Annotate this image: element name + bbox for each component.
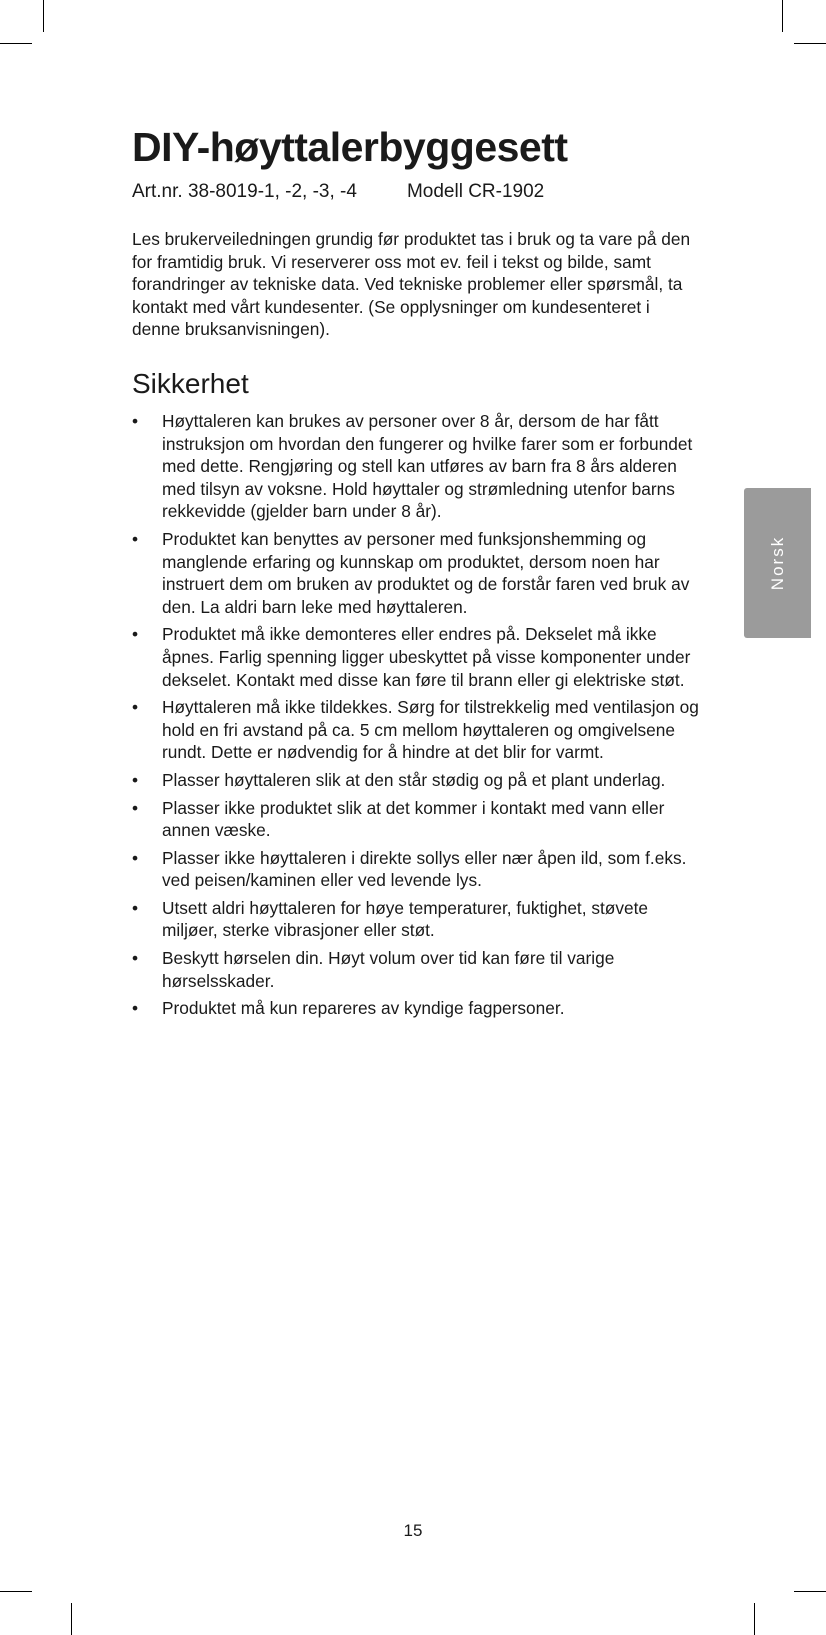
- language-tab-label: Norsk: [767, 535, 787, 591]
- bullet-icon: •: [132, 528, 139, 549]
- list-item-text: Utsett aldri høyttaleren for høye temperaturer, fuktighet, støvete miljøer, sterke vibrasjoner eller støt.: [162, 897, 649, 941]
- bullet-icon: •: [132, 998, 139, 1019]
- bullet-icon: •: [132, 847, 139, 868]
- bullet-icon: •: [132, 411, 139, 431]
- bullet-icon: •: [132, 624, 139, 645]
- crop-mark-top-right-v: [782, 0, 783, 32]
- crop-mark-bottom-left-h: [0, 1591, 32, 1592]
- crop-mark-bottom-left-v: [71, 1603, 72, 1635]
- crop-mark-top-left-h: [0, 43, 32, 44]
- list-item-text: Beskytt hørselen din. Høyt volum over tid kan føre til varige hørselsskader.: [162, 948, 615, 991]
- crop-mark-bottom-right-v: [754, 1603, 755, 1635]
- list-item-text: Plasser ikke produktet slik at det kommer i kontakt med vann eller annen væske.: [162, 797, 665, 841]
- list-item-text: Produktet må kun repareres av kyndige fagpersoner.: [162, 998, 565, 1019]
- crop-mark-top-right-h: [794, 43, 826, 44]
- list-item: [132, 847, 707, 892]
- bullet-icon: •: [132, 697, 139, 718]
- list-item: [132, 696, 707, 764]
- list-item-text: Høyttaleren må ikke tildekkes. Sørg for tilstrekkelig med ventilasjon og hold en fri avstand på ca. 5 cm mellom høyttaleren og omgivelsene rundt. Dette er nødvendig for å hindre at det blir for varmt.: [162, 697, 699, 763]
- list-item: [132, 410, 707, 523]
- page-number: 15: [403, 1521, 423, 1540]
- list-item-text: Plasser ikke høyttaleren i direkte sollys eller nær åpen ild, som f.eks. ved peisen/kaminen eller ved levende lys.: [162, 847, 687, 891]
- list-item: [132, 947, 707, 992]
- list-item: [132, 797, 707, 842]
- crop-mark-bottom-right-h: [794, 1591, 826, 1592]
- list-item: [132, 528, 707, 618]
- crop-mark-top-left-v: [43, 0, 44, 32]
- document-title: DIY-høyttalerbyggesett: [132, 124, 568, 170]
- bullet-icon: •: [132, 948, 139, 969]
- list-item: [132, 997, 707, 1020]
- list-item-text: Plasser høyttaleren slik at den står stødig og på et plant underlag.: [162, 769, 666, 790]
- list-item: [132, 769, 707, 792]
- language-tab: [744, 488, 811, 638]
- list-item-text: Produktet må ikke demonteres eller endres på. Dekselet må ikke åpnes. Farlig spenning ligger ubeskyttet på visse komponenter under dekselet. Kontakt med disse kan føre til brann eller gi elektriske støt.: [162, 624, 691, 690]
- safety-list: [132, 410, 707, 1025]
- list-item: [132, 623, 707, 691]
- bullet-icon: •: [132, 797, 139, 818]
- list-item-text: Høyttaleren kan brukes av personer over 8 år, dersom de har fått instruksjon om hvordan den fungerer og hvilke farer som er forbundet med dette. Rengjøring og stell kan utføres av barn fra 8 års alderen med tilsyn av voksne. Hold høyttaler og strømledning utenfor barns rekkevidde (gjelder barn under 8 år).: [162, 411, 693, 522]
- list-item: [132, 897, 707, 942]
- section-title: Sikkerhet: [132, 368, 249, 399]
- article-line: [132, 180, 544, 204]
- bullet-icon: •: [132, 769, 139, 790]
- bullet-icon: •: [132, 897, 139, 918]
- intro-paragraph: Les brukerveiledningen grundig før produktet tas i bruk og ta vare på den for framtidig bruk. Vi reserverer oss mot ev. feil i tekst og bilde, samt forandringer av tekniske data. Ved tekniske problemer eller spørsmål, ta kontakt med vårt kundesenter. (Se opplysninger om kundesenteret i denne bruksanvisningen).: [132, 229, 691, 340]
- model-number: Modell CR-1902: [406, 181, 545, 202]
- article-number: Art.nr. 38-8019-1, -2, -3, -4: [132, 181, 357, 202]
- list-item-text: Produktet kan benyttes av personer med funksjonshemming og manglende erfaring og kunnskap om produktet, dersom noen har instruert dem om bruken av produktet og de forstår faren ved bruk av den. La aldri barn leke med høyttaleren.: [162, 528, 690, 617]
